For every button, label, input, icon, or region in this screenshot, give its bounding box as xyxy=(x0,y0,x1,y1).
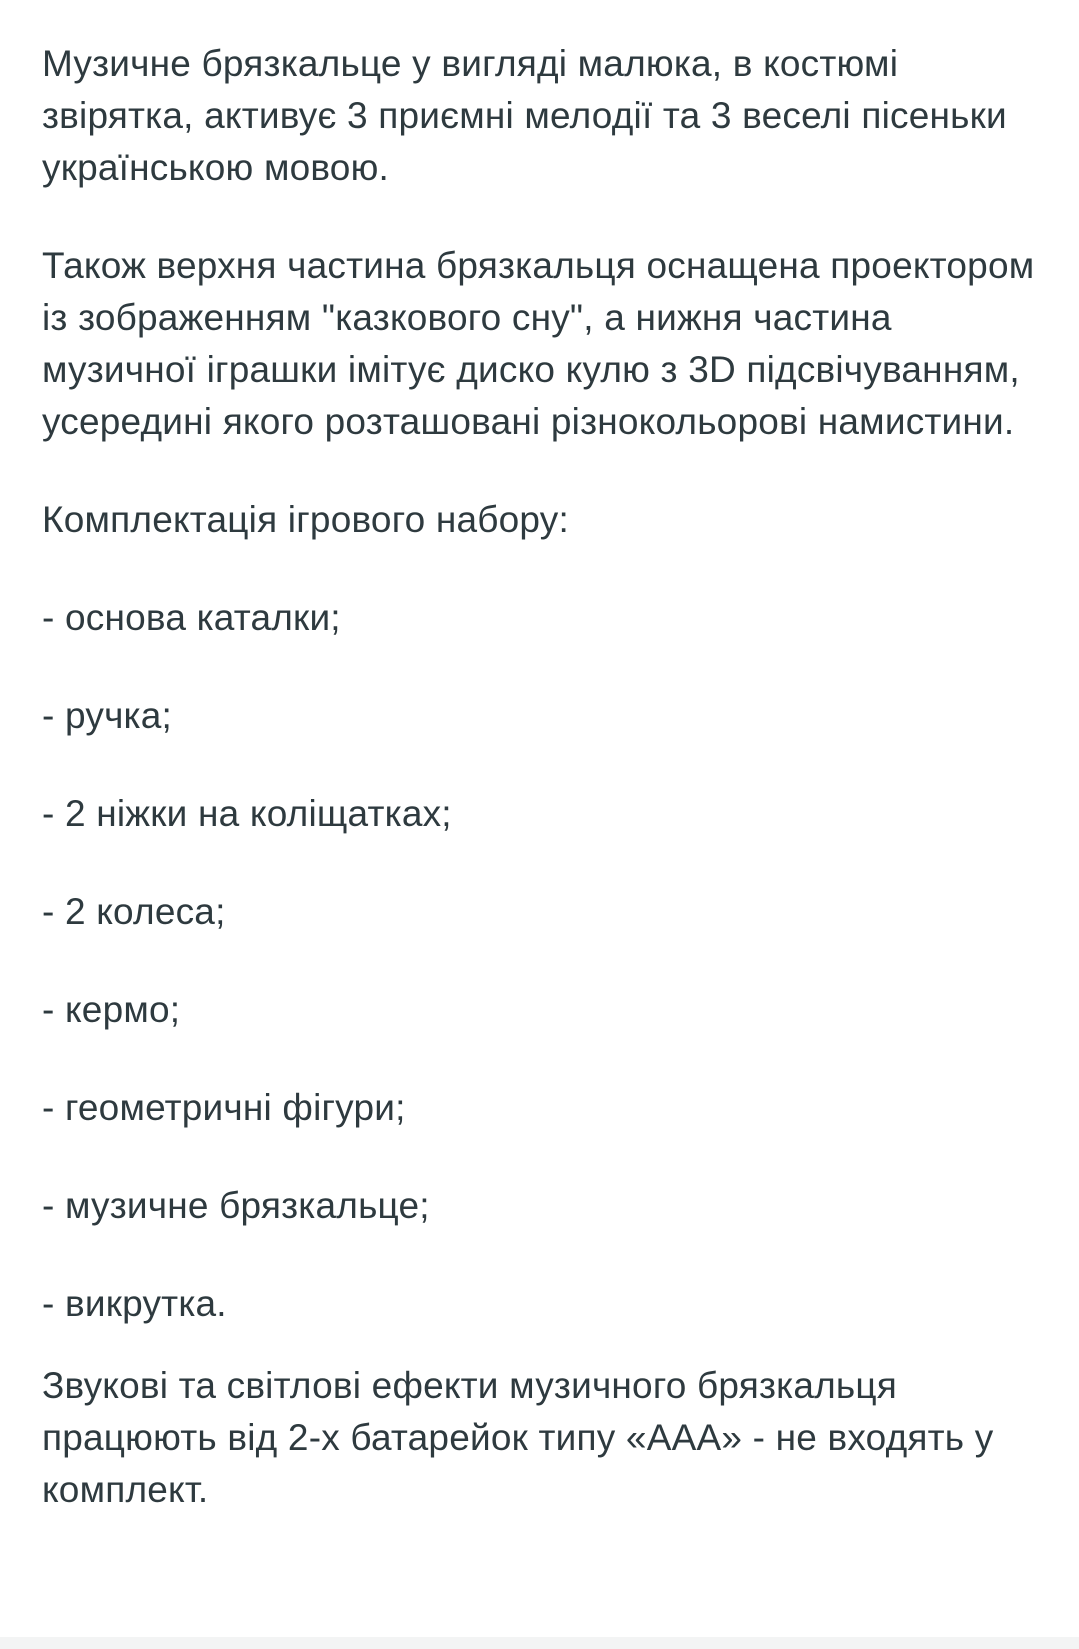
list-item: - основа каталки; xyxy=(42,597,341,638)
list-item: - викрутка. xyxy=(42,1283,227,1324)
list-item: - геометричні фігури; xyxy=(42,1087,406,1128)
batteries-paragraph: Звукові та світлові ефекти музичного брязкальця працюють від 2-х батарейок типу «ААА» - не входять у комплект. xyxy=(42,1365,994,1510)
bottom-fade xyxy=(0,1637,1079,1649)
details-paragraph: Також верхня частина брязкальця оснащена проектором із зображенням "казкового сну", а нижня частина музичної іграшки імітує диско кулю з 3D підсвічуванням, усередині якого розташовані різнокольорові намистини. xyxy=(42,245,1035,442)
list-item: - 2 ніжки на коліщатках; xyxy=(42,793,452,834)
list-item: - кермо; xyxy=(42,989,181,1030)
set-title: Комплектація ігрового набору: xyxy=(42,499,569,540)
list-item: - ручка; xyxy=(42,695,172,736)
product-description xyxy=(42,38,1042,1516)
set-items-list xyxy=(42,592,1042,1330)
list-item: - 2 колеса; xyxy=(42,891,226,932)
intro-paragraph: Музичне брязкальце у вигляді малюка, в костюмі звірятка, активує 3 приємні мелодії та 3 веселі пісеньки українською мовою. xyxy=(42,43,1007,188)
list-item: - музичне брязкальце; xyxy=(42,1185,430,1226)
